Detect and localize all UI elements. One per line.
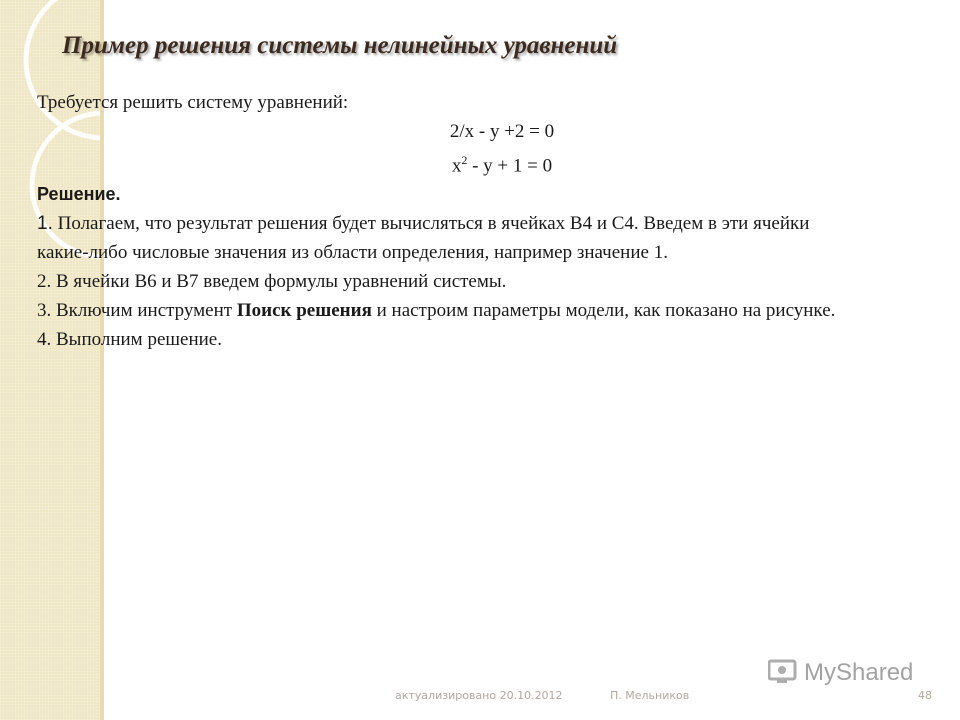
myshared-logo-icon (768, 658, 798, 688)
slide-title: Пример решения системы нелинейных уравнений (62, 32, 618, 59)
step-3-tool-name: Поиск решения (236, 300, 372, 322)
step-1-text: Полагаем, что результат решения будет вычисляться в ячейках B4 и C4. Введем в эти ячейки какие-либо числовые значения из области определения, например значение 1. (37, 213, 810, 264)
footer-date: актуализировано 20.10.2012 (395, 689, 563, 702)
footer-author: П. Мельников (610, 689, 690, 702)
step-3-post: и настроим параметры модели, как показано на рисунке. (371, 300, 836, 322)
slide-content (37, 88, 837, 354)
watermark (768, 655, 913, 691)
step-1-number: 1. (37, 213, 53, 235)
equation-1: 2/x - y +2 = 0 (449, 121, 555, 142)
equation-2-base: x (451, 155, 462, 177)
equation-2 (37, 146, 837, 180)
step-4: 4. Выполним решение. (37, 329, 222, 351)
footer-page-number: 48 (918, 689, 932, 702)
watermark-text: MyShared (804, 659, 914, 686)
step-3 (37, 296, 837, 325)
equation-2-exponent: 2 (461, 153, 468, 167)
solution-heading: Решение. (37, 184, 121, 205)
step-1 (37, 209, 837, 267)
equation-2-rest: - y + 1 = 0 (467, 155, 553, 177)
step-2: 2. В ячейки B6 и B7 введем формулы уравнений системы. (37, 271, 507, 293)
step-3-pre: 3. Включим инструмент (37, 300, 237, 322)
intro-text: Требуется решить систему уравнений: (37, 92, 349, 113)
